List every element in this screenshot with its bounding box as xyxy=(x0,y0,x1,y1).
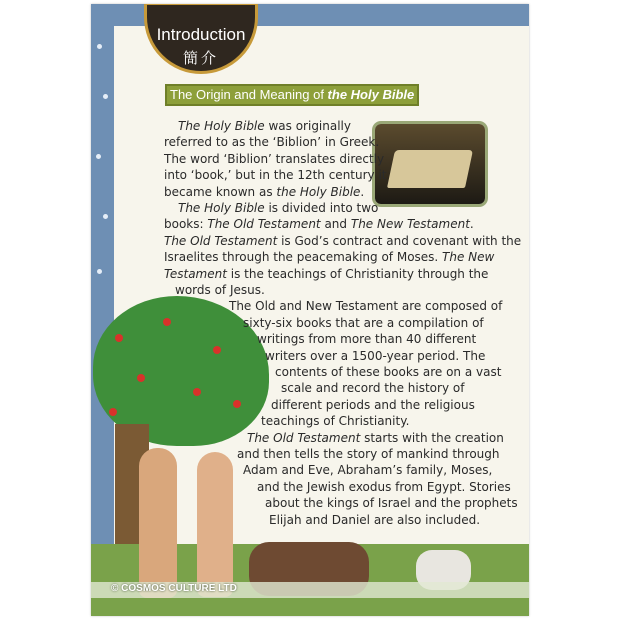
body-line xyxy=(243,462,492,478)
body-line xyxy=(281,380,464,396)
badge-title: Introduction xyxy=(156,25,246,44)
italic-title: The New xyxy=(442,250,495,265)
italic-title: The Old Testament xyxy=(247,430,361,445)
body-line xyxy=(257,479,511,495)
body-line xyxy=(164,151,384,167)
italic-title: the Holy Bible xyxy=(276,184,361,199)
text-run: about the kings of Israel and the prophets xyxy=(265,496,518,511)
body-line xyxy=(178,200,378,216)
body-line xyxy=(275,364,501,380)
italic-title: The New Testament xyxy=(350,217,470,232)
heading-emphasis: the Holy Bible xyxy=(327,87,415,102)
body-line xyxy=(271,397,475,413)
body-line xyxy=(164,134,379,150)
body-line xyxy=(261,413,409,429)
text-run: referred to as the ‘Biblion’ in Greek. xyxy=(164,135,380,150)
italic-title: The Old Testament xyxy=(207,217,321,232)
text-run: The Old and New Testament are composed of xyxy=(229,299,503,314)
text-run: is the teachings of Christianity through the xyxy=(226,266,489,281)
footer-bar xyxy=(91,582,529,598)
text-run: different periods and the religious xyxy=(271,397,475,412)
text-run: books: xyxy=(164,217,208,232)
body-line xyxy=(229,298,502,314)
body-line xyxy=(178,118,351,134)
body-line xyxy=(247,430,504,446)
copyright-credit: © COSMOS CULTURE LTD xyxy=(111,583,237,594)
text-run: Adam and Eve, Abraham’s family, Moses, xyxy=(243,463,493,478)
body-line xyxy=(164,249,494,265)
text-run: contents of these books are on a vast xyxy=(275,365,502,379)
body-text xyxy=(91,4,529,564)
text-run: Elijah and Daniel are also included. xyxy=(269,512,481,527)
text-run: and then tells the story of mankind through xyxy=(237,447,500,461)
body-line xyxy=(164,233,521,249)
text-run: teachings of Christianity. xyxy=(261,414,410,429)
italic-title: The Holy Bible xyxy=(178,119,265,133)
text-run: starts with the creation xyxy=(360,430,504,445)
text-run: . xyxy=(360,184,365,199)
body-line xyxy=(164,266,488,282)
text-run: is divided into two xyxy=(264,201,379,215)
body-line xyxy=(164,216,474,232)
text-run: writings from more than 40 different xyxy=(257,332,477,347)
book-page xyxy=(91,4,529,616)
body-line xyxy=(265,495,518,511)
italic-title: The Old Testament xyxy=(164,233,278,248)
body-line xyxy=(164,167,387,183)
text-run: was originally xyxy=(264,119,351,133)
italic-title: The Holy Bible xyxy=(178,201,265,215)
italic-title: Testament xyxy=(164,266,227,281)
body-line xyxy=(164,184,364,200)
text-run: and xyxy=(320,217,351,232)
text-run: sixty-six books that are a compilation of xyxy=(243,315,484,330)
text-run: became known as xyxy=(164,184,277,199)
text-run: writers over a 1500-year period. The xyxy=(265,348,486,363)
body-line xyxy=(237,446,499,462)
text-run: . xyxy=(469,217,474,232)
text-run: Israelites through the peacemaking of Moses. xyxy=(164,250,443,265)
body-line xyxy=(243,315,484,331)
text-run: and the Jewish exodus from Egypt. Stories xyxy=(257,479,511,494)
body-line xyxy=(257,331,476,347)
body-line xyxy=(265,348,485,364)
text-run: words of Jesus. xyxy=(175,283,265,297)
text-run: is God’s contract and covenant with the xyxy=(277,233,522,248)
text-run: scale and record the history of xyxy=(281,381,465,396)
text-run: The word ‘Biblion’ translates directly xyxy=(164,151,385,166)
badge-subtitle: 簡介 xyxy=(182,50,219,67)
body-line xyxy=(175,282,265,298)
body-line xyxy=(269,512,480,528)
text-run: into ‘book,’ but in the 12th century it xyxy=(164,168,387,183)
heading-prefix: The Origin and Meaning of xyxy=(170,87,328,102)
